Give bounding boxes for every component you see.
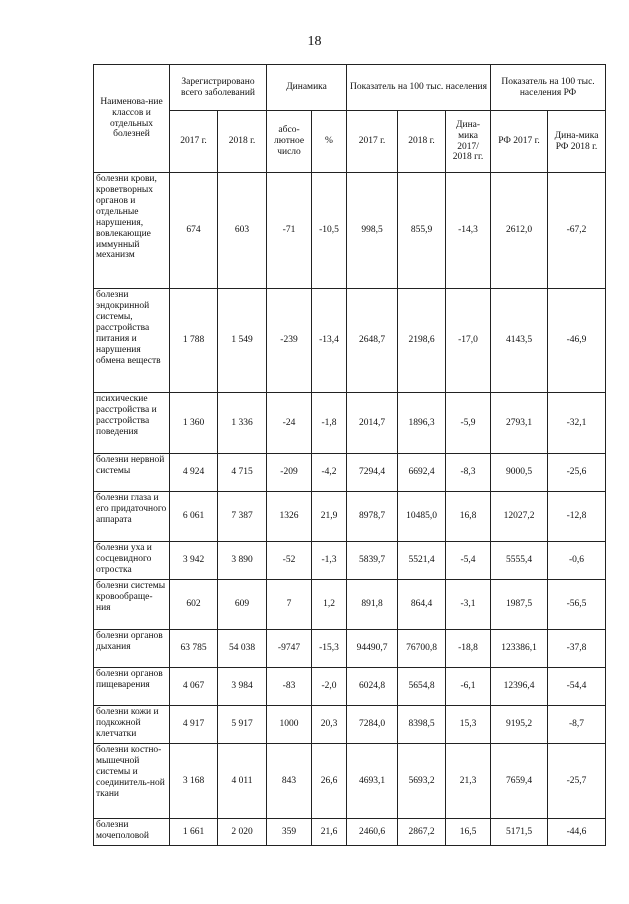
cell-registered-2017: 1 661 — [170, 819, 218, 846]
header-dynamics-absolute: абсо-лютное число — [267, 111, 312, 173]
cell-rate-2017: 6024,8 — [347, 668, 398, 706]
cell-rate-2018: 5654,8 — [398, 668, 446, 706]
cell-rf-2017: 123386,1 — [491, 630, 548, 668]
cell-rf-2017: 9000,5 — [491, 454, 548, 492]
cell-registered-2017: 674 — [170, 173, 218, 289]
cell-rate-2017: 2460,6 — [347, 819, 398, 846]
cell-rate-2018: 5521,4 — [398, 542, 446, 580]
table-row — [94, 492, 606, 542]
cell-dynamics-percent: -13,4 — [312, 289, 347, 393]
cell-registered-2017: 6 061 — [170, 492, 218, 542]
cell-rate-2018: 855,9 — [398, 173, 446, 289]
cell-rf-2017: 2612,0 — [491, 173, 548, 289]
cell-rf-dynamics: -0,6 — [548, 542, 606, 580]
cell-rate-dynamics: 16,8 — [446, 492, 491, 542]
table-row — [94, 630, 606, 668]
cell-rate-dynamics: 21,3 — [446, 744, 491, 819]
cell-rate-2017: 5839,7 — [347, 542, 398, 580]
cell-dynamics-percent: -1,8 — [312, 393, 347, 454]
row-disease-name: болезни глаза и его придаточного аппарата — [94, 492, 170, 542]
cell-rf-2017: 5555,4 — [491, 542, 548, 580]
cell-rf-dynamics: -46,9 — [548, 289, 606, 393]
cell-rf-dynamics: -25,7 — [548, 744, 606, 819]
page-number: 18 — [307, 34, 322, 49]
cell-dynamics-absolute: -83 — [267, 668, 312, 706]
cell-rf-dynamics: -54,4 — [548, 668, 606, 706]
cell-registered-2018: 3 984 — [218, 668, 267, 706]
header-rf-dynamics: Дина-мика РФ 2018 г. — [548, 111, 606, 173]
row-disease-name: болезни крови, кроветворных органов и отдельные нарушения, вовлекающие иммунный механизм — [94, 173, 170, 289]
table-row — [94, 706, 606, 744]
row-disease-name: болезни нервной системы — [94, 454, 170, 492]
cell-rf-2017: 9195,2 — [491, 706, 548, 744]
cell-dynamics-absolute: -52 — [267, 542, 312, 580]
morbidity-table — [93, 64, 606, 846]
table-row — [94, 542, 606, 580]
cell-registered-2018: 4 715 — [218, 454, 267, 492]
header-dynamics-percent: % — [312, 111, 347, 173]
cell-registered-2017: 1 788 — [170, 289, 218, 393]
table-row — [94, 289, 606, 393]
cell-rate-2017: 998,5 — [347, 173, 398, 289]
cell-rate-2017: 2648,7 — [347, 289, 398, 393]
cell-rate-2018: 1896,3 — [398, 393, 446, 454]
cell-rf-2017: 5171,5 — [491, 819, 548, 846]
header-rate-2018: 2018 г. — [398, 111, 446, 173]
cell-registered-2018: 609 — [218, 580, 267, 630]
cell-rate-2017: 891,8 — [347, 580, 398, 630]
cell-registered-2017: 602 — [170, 580, 218, 630]
cell-dynamics-absolute: -209 — [267, 454, 312, 492]
cell-dynamics-absolute: 359 — [267, 819, 312, 846]
cell-dynamics-percent: 26,6 — [312, 744, 347, 819]
cell-rf-dynamics: -67,2 — [548, 173, 606, 289]
cell-rate-2017: 7284,0 — [347, 706, 398, 744]
cell-registered-2017: 3 942 — [170, 542, 218, 580]
cell-rf-2017: 7659,4 — [491, 744, 548, 819]
cell-rf-2017: 12396,4 — [491, 668, 548, 706]
cell-rate-2017: 8978,7 — [347, 492, 398, 542]
cell-rate-2018: 76700,8 — [398, 630, 446, 668]
row-disease-name: болезни эндокринной системы, расстройства питания и нарушения обмена веществ — [94, 289, 170, 393]
cell-registered-2017: 3 168 — [170, 744, 218, 819]
cell-rate-dynamics: 16,5 — [446, 819, 491, 846]
row-disease-name: болезни кожи и подкожной клетчатки — [94, 706, 170, 744]
cell-dynamics-absolute: -9747 — [267, 630, 312, 668]
cell-rate-dynamics: -17,0 — [446, 289, 491, 393]
cell-dynamics-absolute: 1326 — [267, 492, 312, 542]
header-rate-dynamics: Дина-мика 2017/ 2018 гг. — [446, 111, 491, 173]
row-disease-name: болезни костно-мышечной системы и соединитель-ной ткани — [94, 744, 170, 819]
table-row — [94, 668, 606, 706]
row-disease-name: психические расстройства и расстройства поведения — [94, 393, 170, 454]
cell-rf-2017: 12027,2 — [491, 492, 548, 542]
cell-rate-2018: 2867,2 — [398, 819, 446, 846]
header-rate: Показатель на 100 тыс. населения — [347, 65, 491, 111]
cell-dynamics-absolute: -239 — [267, 289, 312, 393]
header-registered: Зарегистрировано всего заболеваний — [170, 65, 267, 111]
header-rate-2017: 2017 г. — [347, 111, 398, 173]
cell-dynamics-percent: 1,2 — [312, 580, 347, 630]
cell-registered-2018: 5 917 — [218, 706, 267, 744]
row-disease-name: болезни органов дыхания — [94, 630, 170, 668]
cell-registered-2018: 7 387 — [218, 492, 267, 542]
cell-rate-2018: 5693,2 — [398, 744, 446, 819]
row-disease-name: болезни мочеполовой — [94, 819, 170, 846]
cell-rf-dynamics: -56,5 — [548, 580, 606, 630]
header-dynamics: Динамика — [267, 65, 347, 111]
cell-rf-2017: 1987,5 — [491, 580, 548, 630]
cell-rate-dynamics: -8,3 — [446, 454, 491, 492]
header-rf-2017: РФ 2017 г. — [491, 111, 548, 173]
cell-rate-2017: 7294,4 — [347, 454, 398, 492]
cell-rate-2017: 2014,7 — [347, 393, 398, 454]
cell-rate-dynamics: -18,8 — [446, 630, 491, 668]
row-disease-name: болезни органов пищеварения — [94, 668, 170, 706]
cell-rf-dynamics: -32,1 — [548, 393, 606, 454]
header-disease-name: Наименова-ние классов и отдельных болезней — [94, 65, 170, 173]
cell-dynamics-percent: -1,3 — [312, 542, 347, 580]
header-rate-rf: Показатель на 100 тыс. населения РФ — [491, 65, 606, 111]
cell-rate-2017: 94490,7 — [347, 630, 398, 668]
cell-rate-dynamics: -5,4 — [446, 542, 491, 580]
cell-registered-2018: 1 336 — [218, 393, 267, 454]
cell-dynamics-absolute: 843 — [267, 744, 312, 819]
cell-rate-dynamics: 15,3 — [446, 706, 491, 744]
cell-rate-dynamics: -14,3 — [446, 173, 491, 289]
cell-registered-2018: 54 038 — [218, 630, 267, 668]
table-row — [94, 454, 606, 492]
header-registered-2017: 2017 г. — [170, 111, 218, 173]
table-row — [94, 393, 606, 454]
cell-dynamics-percent: -4,2 — [312, 454, 347, 492]
cell-dynamics-absolute: 1000 — [267, 706, 312, 744]
cell-rf-dynamics: -8,7 — [548, 706, 606, 744]
cell-dynamics-absolute: -71 — [267, 173, 312, 289]
cell-registered-2018: 603 — [218, 173, 267, 289]
row-disease-name: болезни уха и сосцевидного отростка — [94, 542, 170, 580]
cell-registered-2017: 63 785 — [170, 630, 218, 668]
cell-registered-2017: 4 917 — [170, 706, 218, 744]
cell-dynamics-percent: 21,6 — [312, 819, 347, 846]
cell-rf-dynamics: -25,6 — [548, 454, 606, 492]
cell-rf-dynamics: -12,8 — [548, 492, 606, 542]
cell-rate-dynamics: -3,1 — [446, 580, 491, 630]
table-row — [94, 580, 606, 630]
cell-rate-dynamics: -6,1 — [446, 668, 491, 706]
cell-dynamics-absolute: -24 — [267, 393, 312, 454]
cell-dynamics-absolute: 7 — [267, 580, 312, 630]
table-row — [94, 744, 606, 819]
cell-rate-2018: 864,4 — [398, 580, 446, 630]
header-registered-2018: 2018 г. — [218, 111, 267, 173]
cell-rf-2017: 2793,1 — [491, 393, 548, 454]
table-row — [94, 173, 606, 289]
cell-registered-2018: 2 020 — [218, 819, 267, 846]
cell-rate-2018: 10485,0 — [398, 492, 446, 542]
cell-registered-2018: 3 890 — [218, 542, 267, 580]
cell-dynamics-percent: -2,0 — [312, 668, 347, 706]
cell-rf-dynamics: -44,6 — [548, 819, 606, 846]
cell-rate-2018: 2198,6 — [398, 289, 446, 393]
cell-dynamics-percent: -15,3 — [312, 630, 347, 668]
cell-rate-2018: 6692,4 — [398, 454, 446, 492]
cell-dynamics-percent: -10,5 — [312, 173, 347, 289]
cell-rate-2018: 8398,5 — [398, 706, 446, 744]
cell-registered-2017: 1 360 — [170, 393, 218, 454]
cell-registered-2017: 4 924 — [170, 454, 218, 492]
cell-dynamics-percent: 21,9 — [312, 492, 347, 542]
cell-rate-dynamics: -5,9 — [446, 393, 491, 454]
row-disease-name: болезни системы кровообраще-ния — [94, 580, 170, 630]
cell-dynamics-percent: 20,3 — [312, 706, 347, 744]
cell-registered-2018: 4 011 — [218, 744, 267, 819]
table-row — [94, 819, 606, 846]
cell-rf-dynamics: -37,8 — [548, 630, 606, 668]
cell-registered-2017: 4 067 — [170, 668, 218, 706]
cell-rf-2017: 4143,5 — [491, 289, 548, 393]
cell-registered-2018: 1 549 — [218, 289, 267, 393]
cell-rate-2017: 4693,1 — [347, 744, 398, 819]
